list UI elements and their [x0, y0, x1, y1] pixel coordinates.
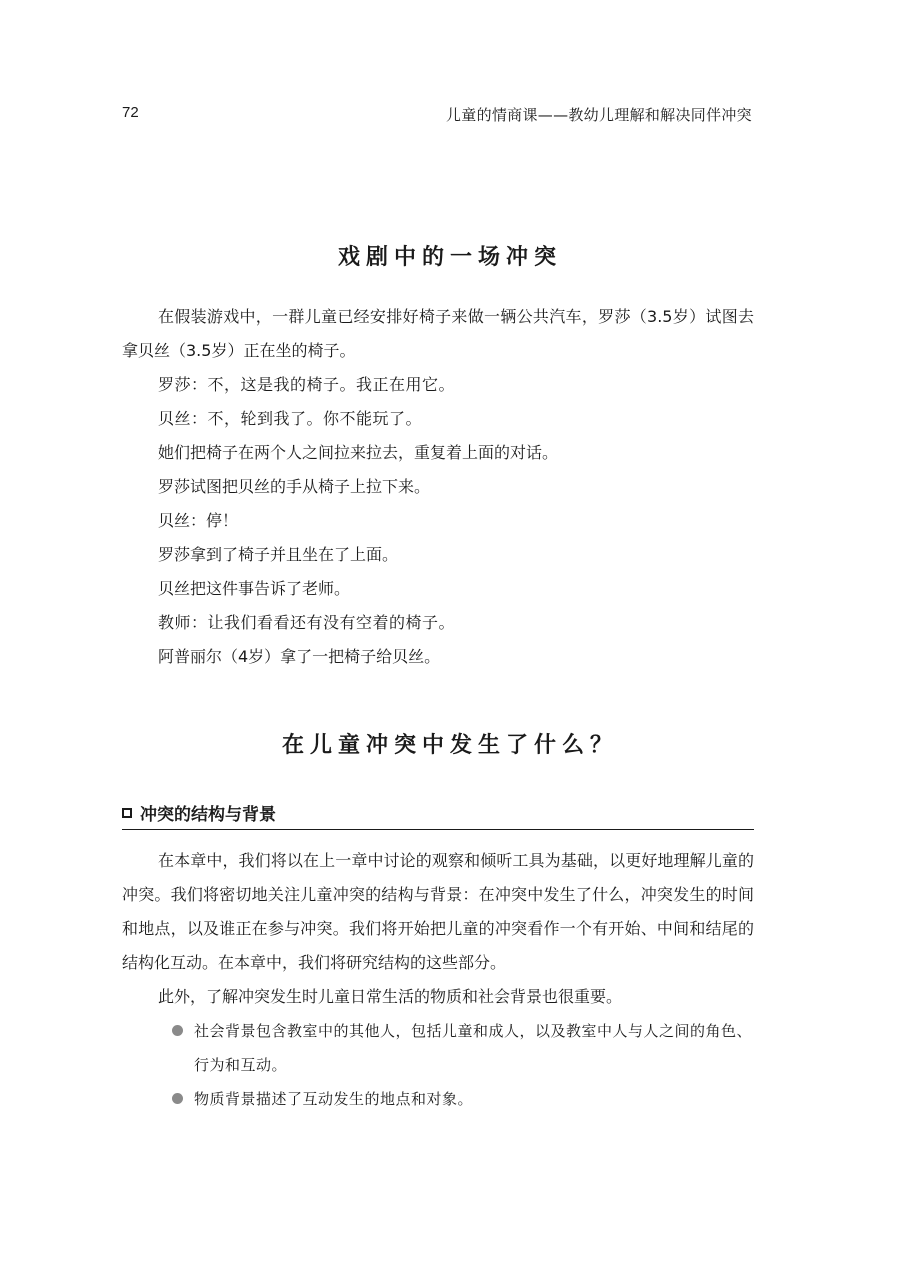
section-title: 在儿童冲突中发生了什么？ — [281, 732, 618, 758]
section-title: 戏剧中的一场冲突 — [337, 244, 562, 270]
drama-conflict-block — [122, 300, 754, 674]
dialog-line: 罗莎：不，这是我的椅子。我正在用它。 — [158, 375, 456, 394]
dialog-line: 罗莎试图把贝丝的手从椅子上拉下来。 — [158, 477, 431, 496]
bullet-dot-icon — [172, 1093, 183, 1104]
list-item-text: 社会背景包含教室中的其他人，包括儿童和成人，以及教室中人与人之间的角色、行为和互动。 — [194, 1022, 753, 1074]
dialog-line: 罗莎拿到了椅子并且坐在了上面。 — [158, 545, 399, 564]
dialog-line: 教师：让我们看看还有没有空着的椅子。 — [158, 613, 456, 632]
list-item-text: 物质背景描述了互动发生的地点和对象。 — [194, 1090, 474, 1108]
bullet-list — [122, 1014, 754, 1116]
intro-paragraph: 在假装游戏中，一群儿童已经安排好椅子来做一辆公共汽车，罗莎（3.5岁）试图去拿贝丝（3.5岁）正在坐的椅子。 — [122, 307, 754, 360]
body-paragraph: 在本章中，我们将以在上一章中讨论的观察和倾听工具为基础，以更好地理解儿童的冲突。我们将密切地关注儿童冲突的结构与背景：在冲突中发生了什么，冲突发生的时间和地点，以及谁正在参与冲突。我们将开始把儿童的冲突看作一个有开始、中间和结尾的结构化互动。在本章中，我们将研究结构的这些部分。 — [122, 851, 754, 972]
dialog-line: 阿普丽尔（4岁）拿了一把椅子给贝丝。 — [158, 647, 441, 666]
list-item — [122, 1014, 754, 1082]
dialog-line: 贝丝：停！ — [158, 511, 239, 530]
bullet-dot-icon — [172, 1025, 183, 1036]
list-item — [122, 1082, 754, 1116]
dialog-line: 贝丝把这件事告诉了老师。 — [158, 579, 351, 598]
running-header: 儿童的情商课——教幼儿理解和解决同伴冲突 — [445, 106, 752, 124]
dialog-line: 她们把椅子在两个人之间拉来拉去，重复着上面的对话。 — [158, 443, 559, 462]
page-number: 72 — [122, 104, 139, 121]
dialog-line: 贝丝：不，轮到我了。你不能玩了。 — [158, 409, 423, 428]
subheading — [122, 800, 754, 830]
body-paragraph: 此外，了解冲突发生时儿童日常生活的物质和社会背景也很重要。 — [158, 987, 623, 1006]
structure-context-block — [122, 844, 754, 1116]
square-icon — [122, 808, 132, 818]
subheading-text: 冲突的结构与背景 — [140, 805, 276, 825]
